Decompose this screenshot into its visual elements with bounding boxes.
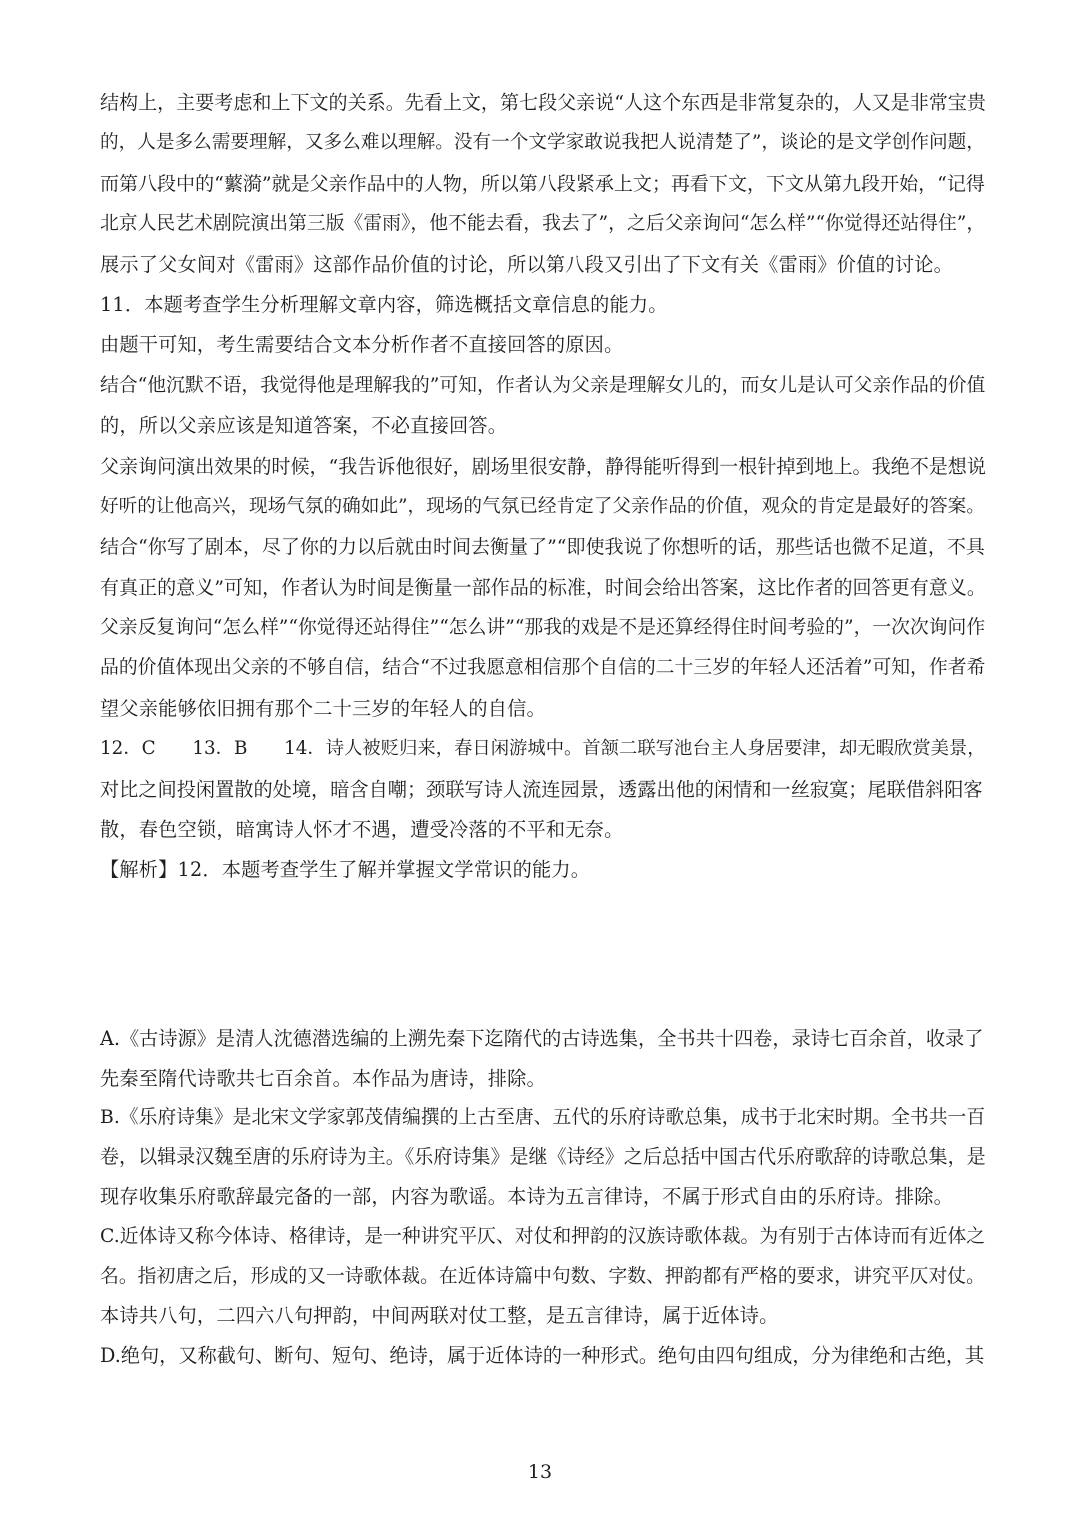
text-line: 而第八段中的“蘩漪”就是父亲作品中的人物，所以第八段紧承上文；再看下文，下文从第九段开始，“记得 — [100, 172, 985, 195]
text-line: 由题干可知，考生需要结合文本分析作者不直接回答的原因。 — [100, 333, 624, 357]
text-line: 展示了父女间对《雷雨》这部作品价值的讨论，所以第八段又引出了下文有关《雷雨》价值的讨论。 — [100, 252, 954, 276]
text-line: 结构上，主要考虑和上下文的关系。先看上文，第七段父亲说“人这个东西是非常复杂的，人又是非常宝贵 — [100, 92, 986, 114]
text-block-lower — [100, 1019, 990, 1375]
text-line: 好听的让他高兴，现场气氛的确如此”，现场的气氛已经肯定了父亲作品的价值，观众的肯定是最好的答案。 — [100, 495, 985, 517]
text-block-upper — [100, 83, 990, 891]
text-line: 对比之间投闲置散的处境，暗含自嘲；颈联写诗人流连园景，透露出他的闲情和一丝寂寞；尾联借斜阳客 — [100, 777, 983, 801]
text-line: 现存收集乐府歌辞最完备的一部，内容为歌谣。本诗为五言律诗，不属于形式自由的乐府诗。排除。 — [100, 1185, 954, 1209]
text-line: 11．本题考查学生分析理解文章内容，筛选概括文章信息的能力。 — [100, 292, 668, 316]
text-line: A.《古诗源》是清人沈德潜选编的上溯先秦下迄隋代的古诗选集，全书共十四卷，录诗七百余首，收录了 — [100, 1027, 984, 1050]
text-line: 父亲反复询问“怎么样”“你觉得还站得住”“怎么讲”“那我的戏是不是还算经得住时间考验的”，一次次询问作 — [100, 617, 986, 639]
text-line: 有真正的意义”可知，作者认为时间是衡量一部作品的标准，时间会给出答案，这比作者的回答更有意义。 — [100, 576, 986, 599]
text-line: D.绝句，又称截句、断句、短句、绝诗，属于近体诗的一种形式。绝句由四句组成，分为律绝和古绝，其 — [100, 1343, 985, 1367]
text-line: 父亲询问演出效果的时候，“我告诉他很好，剧场里很安静，静得能听得到一根针掉到地上。我绝不是想说 — [100, 455, 986, 478]
page-number: 13 — [527, 1461, 553, 1483]
text-line: 卷，以辑录汉魏至唐的乐府诗为主。《乐府诗集》是继《诗经》之后总括中国古代乐府歌辞的诗歌总集，是 — [100, 1145, 986, 1168]
text-line: 结合“他沉默不语，我觉得他是理解我的”可知，作者认为父亲是理解女儿的，而女儿是认可父亲作品的价值 — [100, 374, 986, 396]
text-line: 结合“你写了剧本，尽了你的力以后就由时间去衡量了”“即使我说了你想听的话，那些话也微不足道，不具 — [100, 536, 985, 559]
text-line: 的，所以父亲应该是知道答案，不必直接回答。 — [100, 414, 508, 438]
text-line: B.《乐府诗集》是北宋文学家郭茂倩编撰的上古至唐、五代的乐府诗歌总集，成书于北宋时期。全书共一百 — [100, 1107, 986, 1129]
text-line: 散，春色空锁，暗寓诗人怀才不遇，遭受冷落的不平和无奈。 — [100, 818, 624, 842]
text-line: 12．C 13．B 14．诗人被贬归来，春日闲游城中。首颔二联写池台主人身居要津，却无暇欣赏美景， — [100, 738, 986, 760]
text-line: 名。指初唐之后，形成的又一诗歌体裁。在近体诗篇中句数、字数、押韵都有严格的要求，讲究平仄对仗。 — [100, 1265, 985, 1287]
text-line: C.近体诗又称今体诗、格律诗，是一种讲究平仄、对仗和押韵的汉族诗歌体裁。为有别于古体诗而有近体之 — [100, 1225, 986, 1247]
text-line: 先秦至隋代诗歌共七百余首。本作品为唐诗，排除。 — [100, 1066, 546, 1090]
text-line: 北京人民艺术剧院演出第三版《雷雨》，他不能去看，我去了”，之后父亲询问“怎么样”“你觉得还站得住”， — [100, 213, 986, 235]
text-line: 【解析】12．本题考查学生了解并掌握文学常识的能力。 — [100, 858, 591, 882]
text-line: 品的价值体现出父亲的不够自信，结合“不过我愿意相信那个自信的二十三岁的年轻人还活着”可知，作者希 — [100, 657, 986, 679]
text-line: 望父亲能够依旧拥有那个二十三岁的年轻人的自信。 — [100, 696, 546, 720]
text-line: 的，人是多么需要理解，又多么难以理解。没有一个文学家敢说我把人说清楚了”，谈论的是文学创作问题， — [100, 132, 985, 154]
text-line: 本诗共八句，二四六八句押韵，中间两联对仗工整，是五言律诗，属于近体诗。 — [100, 1304, 779, 1328]
